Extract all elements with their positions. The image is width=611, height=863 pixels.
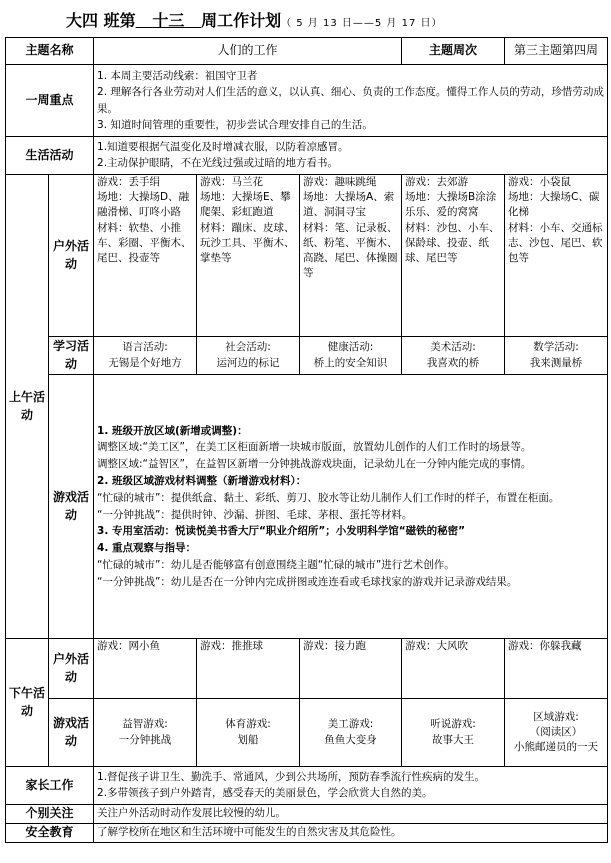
page-title [66,8,606,34]
game-line: “一分钟挑战”：幼儿是否在一分钟内完成拼图或连连看或毛球找家的游戏并记录游戏结果。 [97,575,518,588]
game-heading: 3. 专用室活动：悦读悦美书香大厅“职业介绍所”；小发明科学馆“磁铁的秘密” [97,525,466,538]
afternoon-outdoor-row [6,639,608,699]
weekly-focus-item: 3. 知道时间管理的重要性，初步尝试合理安排自己的生活。 [97,118,373,131]
study-cell [402,337,505,375]
game-heading: 4. 重点观察与指导： [97,542,196,555]
game-line: 调整区域:“美工区”，在美工区柜面新增一块城市版面，放置幼儿创作的人们工作时的场景等。 [97,441,532,454]
week-number: 十三 [152,11,185,30]
game-line: “忙碌的城市”：提供纸盒、黏土、彩纸、剪刀、胶水等让幼儿制作人们工作时的样子，布置在柜面。 [97,491,560,504]
afternoon-outdoor-cell: 游戏：你躲我藏 [505,639,608,699]
safety-label: 安全教育 [6,824,94,843]
game-type: 体育游戏: [225,718,271,731]
theme-row [6,38,608,65]
morning-game-content [94,375,608,639]
family-work-content [94,767,608,805]
individual-label: 个别关注 [6,805,94,824]
game-name: 划船 [237,733,259,746]
life-activity-item: 1.知道要根据气温变化及时增减衣服，以防着凉感冒。 [97,141,349,154]
morning-label: 上午活动 [6,175,49,639]
study-name: 桥上的安全知识 [313,356,388,369]
life-activity-label: 生活活动 [6,137,94,175]
morning-outdoor-cell: 游戏：丢手绢 场地：大操场D、融融滑梯、叮咚小路 材料：软垫、小推车、彩圈、平衡木、尾巴、投壶等 [94,175,197,337]
game-name: 小熊邮递员的一天 [514,741,599,754]
morning-study-row [6,337,608,375]
afternoon-game-cell [197,699,300,767]
study-type: 社会活动: [225,341,271,354]
afternoon-game-cell [505,699,608,767]
game-type: 美工游戏: [327,718,374,731]
individual-content: 关注户外活动时动作发展比较慢的幼儿。 [94,805,608,824]
study-cell [94,337,197,375]
weekly-focus-row [6,65,608,137]
morning-game-label: 游戏活动 [49,375,94,639]
game-name: 鱼鱼大变身 [324,733,377,746]
study-type: 健康活动: [327,341,374,354]
game-line: 调整区域:“益智区”，在益智区新增一分钟挑战游戏块面，记录幼儿在一分钟内能完成的事情。 [97,458,532,471]
game-heading: 2. 班级区域游戏材料调整（新增游戏材料）： [97,474,307,487]
family-work-item: 2.多带领孩子到户外踏青，感受春天的美丽景色，学会欣赏大自然的美。 [97,786,433,799]
morning-outdoor-cell: 游戏：趣味跳绳 场地：大操场A、索道、洞洞寻宝 材料：笔、记录板、纸、粉笔、平衡木、高跷、尾巴、体操圈等 [300,175,402,337]
family-work-row [6,767,608,805]
afternoon-game-label: 游戏活动 [49,699,94,767]
date-range: （ 5 月 13 日——5 月 17 日） [281,18,443,29]
theme-name: 人们的工作 [94,38,402,65]
game-line: “忙碌的城市”：幼儿是否能够富有创意围绕主题“忙碌的城市”进行艺术创作。 [97,558,455,571]
game-heading: 1. 班级开放区域(新增或调整)： [97,424,248,437]
morning-game-row [6,375,608,639]
study-type: 美术活动: [430,341,476,354]
theme-period-label: 主题周次 [402,38,505,65]
afternoon-outdoor-cell: 游戏：推推球 [197,639,300,699]
study-type: 数学活动: [533,341,579,354]
study-name: 我来测量桥 [529,356,583,369]
afternoon-game-row [6,699,608,767]
morning-outdoor-cell: 游戏：去郊游 场地：大操场B涂涂乐乐、爱的窝窝 材料：沙包、小车、保龄球、投壶、纸球、尾巴等 [402,175,505,337]
individual-row [6,805,608,824]
game-line: “一分钟挑战”：提供时钟、沙漏、拼图、毛球、茅根、蛋托等材料。 [97,508,413,521]
game-name: 故事大王 [432,733,475,746]
morning-outdoor-cell: 游戏：马兰花 场地：大操场E、攀爬架、彩虹跑道 材料：蹦床、皮球、玩沙工具、平衡木、掌垫等 [197,175,300,337]
game-type: 区域游戏: （阅读区） [529,710,583,738]
weekly-focus-label: 一周重点 [6,65,94,137]
study-cell [300,337,402,375]
game-name: 一分钟挑战 [118,733,172,746]
life-activity-content [94,137,608,175]
study-name: 运河边的标记 [216,356,280,369]
afternoon-game-cell [300,699,402,767]
study-name: 我喜欢的桥 [426,356,480,369]
family-work-item: 1.督促孩子讲卫生、勤洗手、常通风，少到公共场所，预防春季流行性疾病的发生。 [97,771,486,784]
morning-outdoor-cell: 游戏：小袋鼠 场地：大操场C、碳化梯 材料：小车、交通标志、沙包、尾巴、软包等 [505,175,608,337]
afternoon-game-cell [402,699,505,767]
afternoon-label: 下午活动 [6,639,49,767]
weekly-plan-table [5,37,608,843]
study-cell [197,337,300,375]
game-type: 益智游戏: [122,718,168,731]
class-label: 班第 [103,11,136,30]
title-suffix: 周工作计划 [201,11,282,30]
afternoon-game-cell [94,699,197,767]
theme-name-label: 主题名称 [6,38,94,65]
weekly-focus-item: 2. 理解各行各业劳动对人们生活的意义，以认真、细心、负责的工作态度。懂得工作人员的劳动，珍惜劳动成果。 [97,86,604,115]
afternoon-outdoor-cell: 游戏：大风吹 [402,639,505,699]
afternoon-outdoor-cell: 游戏：接力跑 [300,639,402,699]
study-name: 无锡是个好地方 [108,356,182,369]
morning-study-label: 学习活动 [49,337,94,375]
weekly-focus-content [94,65,608,137]
morning-outdoor-label: 户外活动 [49,175,94,337]
safety-content: 了解学校所在地区和生活环境中可能发生的自然灾害及其危险性。 [94,824,608,843]
life-activity-row [6,137,608,175]
theme-period: 第三主题第四周 [505,38,608,65]
study-type: 语言活动: [122,341,168,354]
grade: 大四 [66,11,99,30]
life-activity-item: 2.主动保护眼睛，不在光线过强或过暗的地方看书。 [97,156,339,169]
weekly-focus-item: 1. 本周主要活动线索：祖国守卫者 [97,69,258,82]
morning-outdoor-row [6,175,608,337]
afternoon-outdoor-cell: 游戏：网小鱼 [94,639,197,699]
family-work-label: 家长工作 [6,767,94,805]
game-type: 听说游戏: [430,718,476,731]
afternoon-outdoor-label: 户外活动 [49,639,94,699]
study-cell [505,337,608,375]
safety-row [6,824,608,843]
